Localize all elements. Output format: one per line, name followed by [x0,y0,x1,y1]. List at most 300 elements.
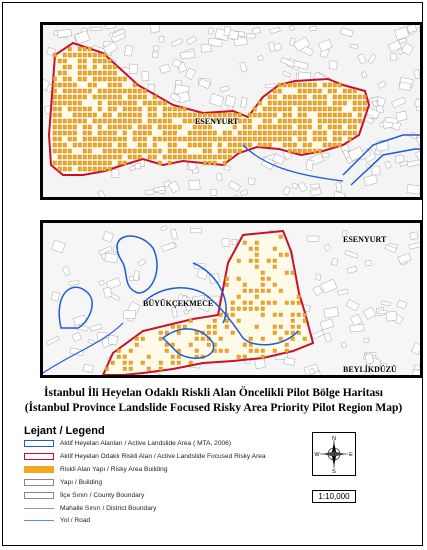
risky-building [323,95,327,99]
risky-building [219,337,223,341]
risky-building [223,161,227,165]
risky-building [83,161,87,165]
risky-building [333,83,337,87]
risky-building [108,95,112,99]
risky-building [163,113,167,117]
risky-building [249,289,253,293]
risky-building [83,149,87,153]
risky-building [135,337,139,341]
risky-building [53,107,57,111]
risky-building [283,137,287,141]
risky-building [333,143,337,147]
risky-building [108,143,112,147]
risky-building [83,47,87,51]
risky-building [93,137,97,141]
risky-building [173,137,177,141]
legend-label: Aktif Heyelan Alanları / Active Landslide Area ( MTA, 2006) [60,439,232,447]
risky-building [208,155,212,159]
risky-building [98,143,102,147]
risky-building [178,149,182,153]
risky-building [363,101,367,105]
risky-building [213,137,217,141]
risky-building [98,59,102,63]
risky-building [293,101,297,105]
risky-building [231,301,235,305]
risky-building [313,89,317,93]
risky-building [208,137,212,141]
risky-building [173,107,177,111]
risky-building [118,89,122,93]
risky-building [138,107,142,111]
risky-building [177,325,181,329]
risky-building [163,125,167,129]
risky-building [78,101,82,105]
risky-building [103,161,107,165]
risky-building [68,65,72,69]
risky-building [353,119,357,123]
risky-building [318,149,322,153]
risky-building [171,325,175,329]
risky-building [93,83,97,87]
risky-building [88,137,92,141]
risky-building [108,119,112,123]
risky-building [113,125,117,129]
risky-building [73,161,77,165]
risky-building [123,149,127,153]
risky-building [88,167,92,171]
risky-building [279,325,283,329]
risky-building [253,113,257,117]
risky-building [308,149,312,153]
risky-building [268,131,272,135]
risky-building [243,355,247,359]
risky-building [293,119,297,123]
risky-building [353,131,357,135]
risky-building [83,89,87,93]
risky-building [78,59,82,63]
risky-building [231,331,235,335]
risky-building [268,113,272,117]
risky-building [285,301,289,305]
risky-building [123,361,127,365]
risky-building [243,301,247,305]
risky-building [78,47,82,51]
risky-building [68,47,72,51]
risky-building [318,113,322,117]
risky-building [158,101,162,105]
risky-building [308,83,312,87]
legend-label: Yapı / Building [60,478,103,486]
risky-building [338,119,342,123]
risky-building [218,143,222,147]
risky-building [135,343,139,347]
risky-building [93,113,97,117]
risky-building [263,113,267,117]
risky-building [207,331,211,335]
risky-building [343,113,347,117]
risky-building [298,119,302,123]
risky-building [323,107,327,111]
risky-building [313,95,317,99]
risky-building [313,149,317,153]
risky-building [68,53,72,57]
risky-building [213,319,217,323]
top-map-panel[interactable] [40,22,423,200]
risky-building [173,131,177,135]
risky-building [73,95,77,99]
compass-n: N [332,436,336,442]
risky-building [278,101,282,105]
risky-building [288,95,292,99]
risky-building [303,107,307,111]
risky-building [183,107,187,111]
risky-building [53,83,57,87]
risky-building [273,107,277,111]
risky-building [228,137,232,141]
risky-building [68,77,72,81]
risky-building [348,89,352,93]
risky-building [261,289,265,293]
bottom-map-panel[interactable] [40,220,423,378]
risky-building [143,89,147,93]
risky-building [83,143,87,147]
risky-building [133,149,137,153]
risky-building [63,77,67,81]
risky-building [63,101,67,105]
risky-building [118,155,122,159]
risky-building [123,89,127,93]
risky-building [225,325,229,329]
risky-building [177,361,181,365]
risky-building [183,155,187,159]
risky-building [63,167,67,171]
risky-building [73,101,77,105]
risky-building [297,325,301,329]
risky-building [261,355,265,359]
risky-building [358,101,362,105]
risky-building [63,65,67,69]
risky-building [243,125,247,129]
risky-building [68,167,72,171]
risky-building [328,113,332,117]
risky-building [183,137,187,141]
risky-building [268,107,272,111]
risky-building [237,295,241,299]
risky-building [261,277,265,281]
risky-building [153,95,157,99]
risky-building [178,125,182,129]
risky-building [143,149,147,153]
risky-building [255,349,259,353]
risky-building [163,107,167,111]
risky-building [98,101,102,105]
risky-building [323,113,327,117]
risky-building [223,149,227,153]
risky-building [183,113,187,117]
risky-building [258,137,262,141]
esenyurt-label: ESENYURT [343,235,387,244]
risky-building [58,125,62,129]
risky-building [143,143,147,147]
risky-building [78,119,82,123]
risky-building [163,137,167,141]
risky-building [163,101,167,105]
risky-building [258,113,262,117]
risky-building [255,241,259,245]
risky-building [63,149,67,153]
risky-building [138,137,142,141]
risky-building [138,155,142,159]
risky-building [255,259,259,263]
risky-building [147,355,151,359]
risky-building [83,59,87,63]
legend-label: İlçe Sınırı / County Boundary [60,491,145,499]
legend-item-building [24,477,102,487]
risky-building [313,83,317,87]
risky-building [123,137,127,141]
risky-building [273,125,277,129]
risky-building [208,143,212,147]
building-swatch [24,479,54,486]
risky-building [308,143,312,147]
risky-building [88,143,92,147]
risky-building [168,161,172,165]
risky-building [249,307,253,311]
risky-building [118,83,122,87]
risky-building [273,247,277,251]
risky-building [168,119,172,123]
risky-building [303,319,307,323]
risky-building [288,137,292,141]
risky-building [323,137,327,141]
risky-building [168,155,172,159]
risky-building [243,241,247,245]
risky-building [237,277,241,281]
risky-building [118,113,122,117]
risky-building [298,89,302,93]
risky-building [148,125,152,129]
risky-building [83,71,87,75]
risky-building [133,107,137,111]
risky-building [78,167,82,171]
buyukcekmece-label: BÜYÜKÇEKMECE [143,299,214,308]
risky-building [263,107,267,111]
risky-building [218,137,222,141]
risky-building [207,343,211,347]
risky-building [219,349,223,353]
risky-building [53,143,57,147]
risky-building [219,313,223,317]
risky-building [108,167,112,171]
risky-building [248,143,252,147]
risky-building [255,247,259,251]
map-scale: 1:10,000 [312,490,356,503]
risky-building [103,131,107,135]
risky-building [188,155,192,159]
risky-building [78,107,82,111]
risky-building [68,125,72,129]
risky-building [363,107,367,111]
risky-building [118,125,122,129]
risky-building [278,107,282,111]
risky-building [153,113,157,117]
risky-building [348,95,352,99]
risky-building [183,149,187,153]
risky-building [288,143,292,147]
risky-building [338,137,342,141]
risky-building [238,119,242,123]
risky-building [163,119,167,123]
risky-building [98,95,102,99]
risky-building [308,89,312,93]
risky-building [177,331,181,335]
risky-building [103,137,107,141]
risky-building [153,155,157,159]
risky-building [73,131,77,135]
risky-building [165,349,169,353]
risky-building [353,95,357,99]
risky-building [83,53,87,57]
risky-building [159,367,163,371]
risky-building [83,107,87,111]
risky-building [318,137,322,141]
risky-building [141,361,145,365]
risky-building [225,319,229,323]
risky-building [198,137,202,141]
risky-building [88,149,92,153]
risky-building [298,137,302,141]
risky-building [73,83,77,87]
risky-building [73,137,77,141]
risky-building [267,259,271,263]
risky-building [103,149,107,153]
risky-building [78,77,82,81]
risky-area-swatch [24,453,54,460]
risky-building [93,155,97,159]
risky-building [113,101,117,105]
risky-building [78,71,82,75]
risky-building [108,131,112,135]
risky-building [103,95,107,99]
risky-building [63,155,67,159]
risky-building [249,349,253,353]
risky-building [73,143,77,147]
risky-building [129,367,133,371]
risky-building [201,337,205,341]
risky-building [328,83,332,87]
risky-building [68,131,72,135]
risky-building [223,131,227,135]
risky-building [288,119,292,123]
risky-building [223,155,227,159]
risky-building [143,125,147,129]
risky-building [323,101,327,105]
risky-building [273,325,277,329]
risky-building [231,313,235,317]
risky-building [83,77,87,81]
risky-building [53,77,57,81]
risky-building [103,89,107,93]
risky-building [63,143,67,147]
risky-building [138,149,142,153]
risky-building [103,65,107,69]
risky-building [273,313,277,317]
risky-building [118,119,122,123]
risky-building [298,149,302,153]
risky-building [263,125,267,129]
risky-building [158,161,162,165]
risky-building [297,313,301,317]
risky-building [58,143,62,147]
risky-building [268,125,272,129]
risky-building [63,125,67,129]
risky-building [258,143,262,147]
risky-building [83,155,87,159]
risky-building [138,125,142,129]
risky-building [58,137,62,141]
risky-building [108,161,112,165]
risky-building [318,95,322,99]
risky-building [358,119,362,123]
risky-building [123,113,127,117]
compass-w: W [314,452,320,458]
risky-building [83,137,87,141]
risky-building [118,161,122,165]
risky-building [133,119,137,123]
risky-building [268,95,272,99]
risky-building [88,113,92,117]
risky-building [253,107,257,111]
risky-building [158,137,162,141]
risky-building [73,53,77,57]
risky-building [333,125,337,129]
legend-item-landslide-area [24,438,231,448]
risky-building [133,155,137,159]
risky-building [117,349,121,353]
risky-building [198,155,202,159]
risky-building [261,301,265,305]
risky-building [98,53,102,57]
risky-building [153,119,157,123]
risky-building [128,95,132,99]
risky-building [338,107,342,111]
risky-building [88,107,92,111]
risky-building [158,149,162,153]
risky-building [208,161,212,165]
north-arrow [312,432,356,476]
risky-building [78,113,82,117]
risky-building [63,161,67,165]
risky-building [283,101,287,105]
risky-building [68,83,72,87]
risky-building [188,143,192,147]
risky-building [288,107,292,111]
risky-building [108,65,112,69]
risky-building [123,125,127,129]
road-swatch [24,520,54,521]
risky-building [108,113,112,117]
risky-building [248,113,252,117]
risky-building [183,325,187,329]
risky-building [158,119,162,123]
risky-building [255,307,259,311]
risky-building [273,301,277,305]
risky-building [328,89,332,93]
risky-building [93,161,97,165]
risky-building [249,259,253,263]
risky-building [308,101,312,105]
risky-building [105,367,109,371]
